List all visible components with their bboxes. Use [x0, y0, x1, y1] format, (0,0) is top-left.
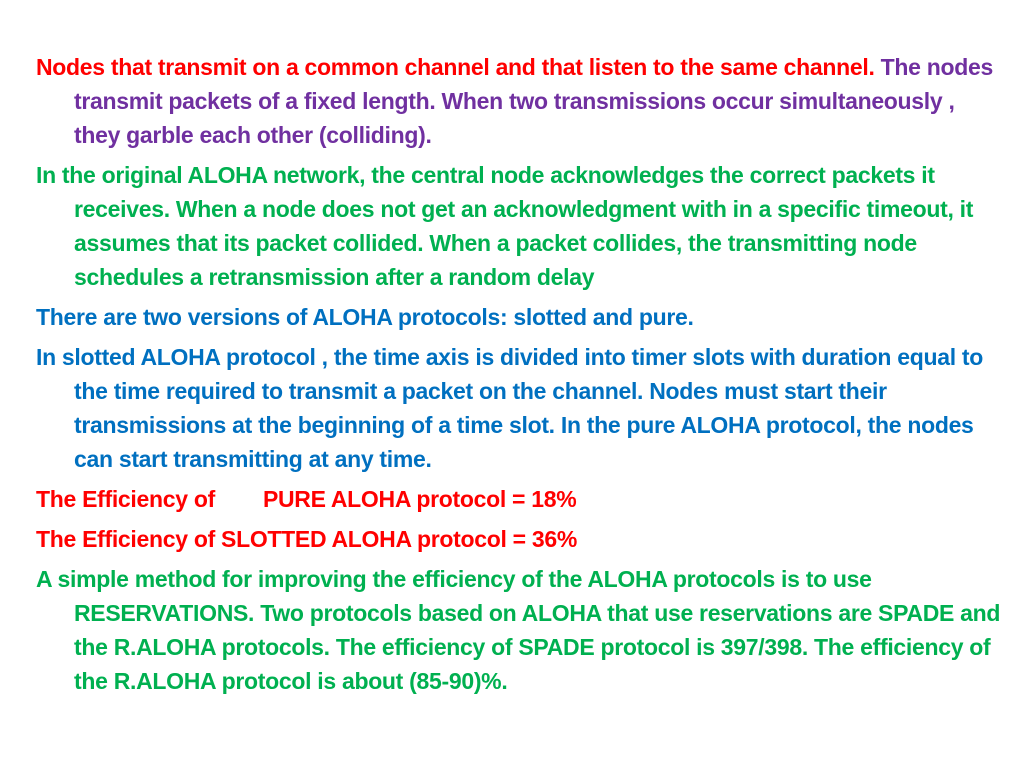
paragraph-slotted-aloha: In slotted ALOHA protocol , the time axis is divided into timer slots with duration equal to the time required to transmit a packet on the channel. Nodes must start their transmissions at the beginning of a time slot. In the pure ALOHA protocol, the nodes can start transmitting at any time. — [36, 344, 983, 472]
efficiency-label: The Efficiency of — [36, 486, 215, 512]
paragraph-nodes-channel — [36, 50, 1004, 152]
slide-body — [36, 50, 1004, 704]
paragraph-nodes-channel-detail: The nodes transmit packets of a fixed length. When two transmissions occur simultaneously , they garble each other (colliding). — [74, 54, 993, 148]
pure-aloha-efficiency-value: PURE ALOHA protocol = 18% — [262, 486, 577, 512]
paragraph-original-aloha: In the original ALOHA network, the central node acknowledges the correct packets it receives. When a node does not get an acknowledgment with in a specific timeout, it assumes that its packet collided. When a packet collides, the transmitting node schedules a retransmission after a random delay — [36, 162, 974, 290]
paragraph-reservations: A simple method for improving the efficiency of the ALOHA protocols is to use RESERVATIONS. Two protocols based on ALOHA that use reservations are SPADE and the R.ALOHA protocols. The efficiency of SPADE protocol is 397/398. The efficiency of the R.ALOHA protocol is about (85-90)%. — [36, 566, 1001, 694]
paragraph-slotted-aloha-efficiency: The Efficiency of SLOTTED ALOHA protocol = 36% — [36, 526, 578, 552]
paragraph-aloha-versions: There are two versions of ALOHA protocols: slotted and pure. — [36, 304, 694, 330]
paragraph-pure-aloha-efficiency — [36, 482, 1004, 516]
paragraph-nodes-channel-lead: Nodes that transmit on a common channel and that listen to the same channel. — [36, 54, 875, 80]
